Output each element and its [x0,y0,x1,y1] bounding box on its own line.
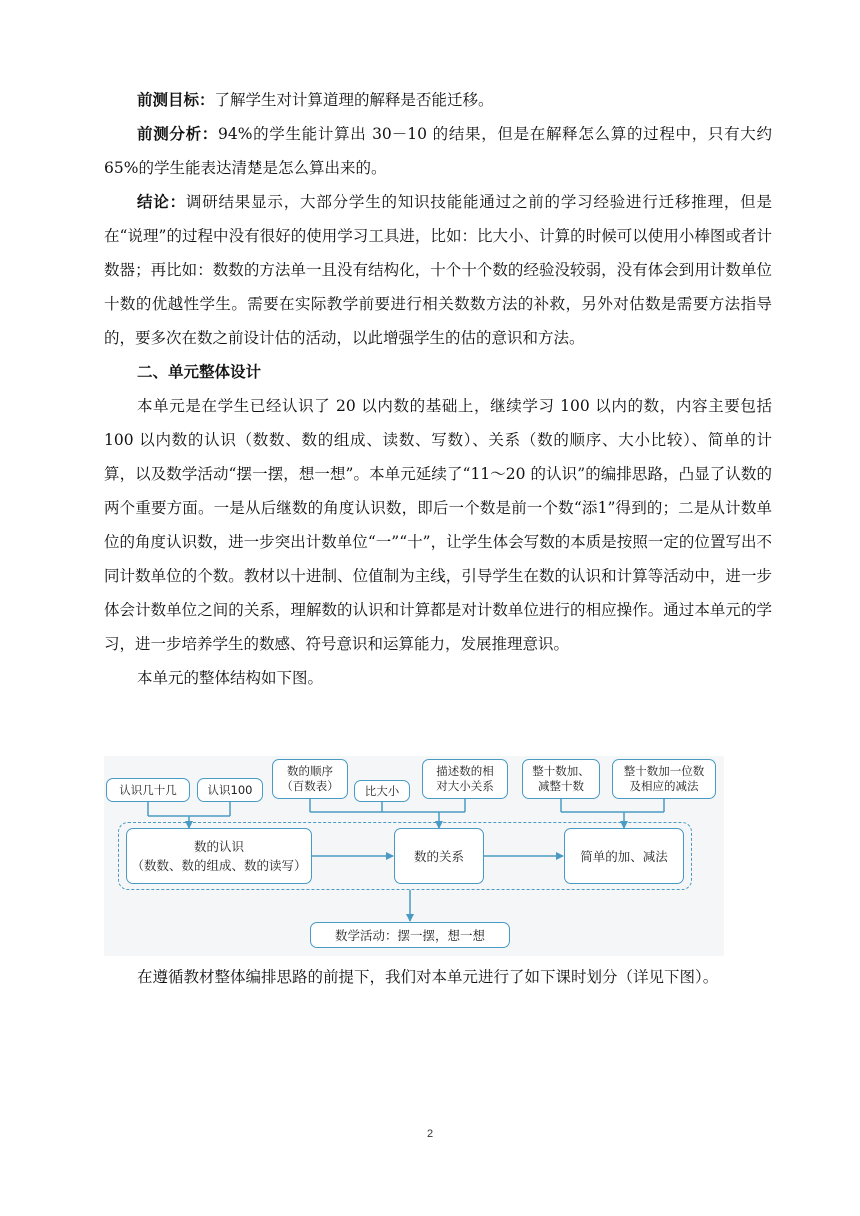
box-number-relations: 数的关系 [394,828,484,884]
paragraph-structure-intro: 本单元的整体结构如下图。 [137,669,324,687]
box-compare: 比大小 [354,780,410,802]
paragraph-conclusion [104,185,772,355]
label-conclusion: 结论： [137,193,186,211]
text-conclusion: 调研结果显示，大部分学生的知识技能能通过之前的学习经验进行迁移推理，但是在“说理”的过程中没有很好的使用学习工具进，比如：比大小、计算的时候可以使用小棒图或者计数器；再比如：数数的方法单一且没有结构化，十个十个数的经验没较弱，没有体会到用计数单位十数的优越性学生。需要在实际教学前要进行相关数数方法的补救，另外对估数是需要方法指导的，要多次在数之前设计估的活动，以此增强学生的估的意识和方法。 [104,193,772,347]
page-number: 2 [426,1128,434,1140]
paragraph-pretest-goal [104,83,772,117]
label-pretest-analysis: 前测分析： [137,125,218,143]
text-pretest-goal: 了解学生对计算道理的解释是否能迁移。 [214,91,494,109]
text-top [104,83,772,695]
box-number-recognition: 数的认识 （数数、数的组成、数的读写） [126,828,312,884]
paragraph-unit-overview: 本单元是在学生已经认识了 20 以内数的基础上，继续学习 100 以内的数，内容主要包括100 以内数的认识（数数、数的组成、读数、写数）、关系（数的顺序、大小比较）、简单的计算，以及数学活动“摆一摆，想一想”。本单元延续了“11～20 的认识”的编排思路，凸显了认数的两个重要方面。一是从后继数的角度认识数，即后一个数是前一个数“添1”得到的；二是从计数单位的角度认识数，进一步突出计数单位“一”“十”，让学生体会写数的本质是按照一定的位置写出不同计数单位的个数。教材以十进制、位值制为主线，引导学生在数的认识和计算等活动中，进一步体会计数单位之间的关系，理解数的认识和计算都是对计数单位进行的相应操作。通过本单元的学习，进一步培养学生的数感、符号意识和运算能力，发展推理意识。 [104,397,772,653]
paragraph-lesson-division: 在遵循教材整体编排思路的前提下，我们对本单元进行了如下课时划分（详见下图）。 [137,968,719,986]
box-know-100: 认识100 [197,778,263,802]
box-number-order: 数的顺序 （百数表） [272,759,348,799]
box-tens-add-sub: 整十数加、 减整十数 [522,759,600,799]
box-relative-size: 描述数的相 对大小关系 [422,759,508,799]
paragraph-pretest-analysis [104,117,772,185]
diagram-arrows [104,756,724,956]
box-math-activity: 数学活动：摆一摆，想一想 [310,922,510,948]
section-heading: 二、单元整体设计 [137,363,262,381]
box-simple-add-sub: 简单的加、减法 [564,828,684,884]
box-tens-plus-ones: 整十数加一位数 及相应的减法 [612,759,716,799]
unit-structure-diagram [104,756,724,956]
label-pretest-goal: 前测目标： [137,91,215,109]
text-pretest-analysis: 94%的学生能计算出 30－10 的结果，但是在解释怎么算的过程中，只有大约 65%的学生能表达清楚是怎么算出来的。 [104,125,772,177]
text-bottom [104,960,772,994]
box-know-tens: 认识几十几 [106,778,190,802]
